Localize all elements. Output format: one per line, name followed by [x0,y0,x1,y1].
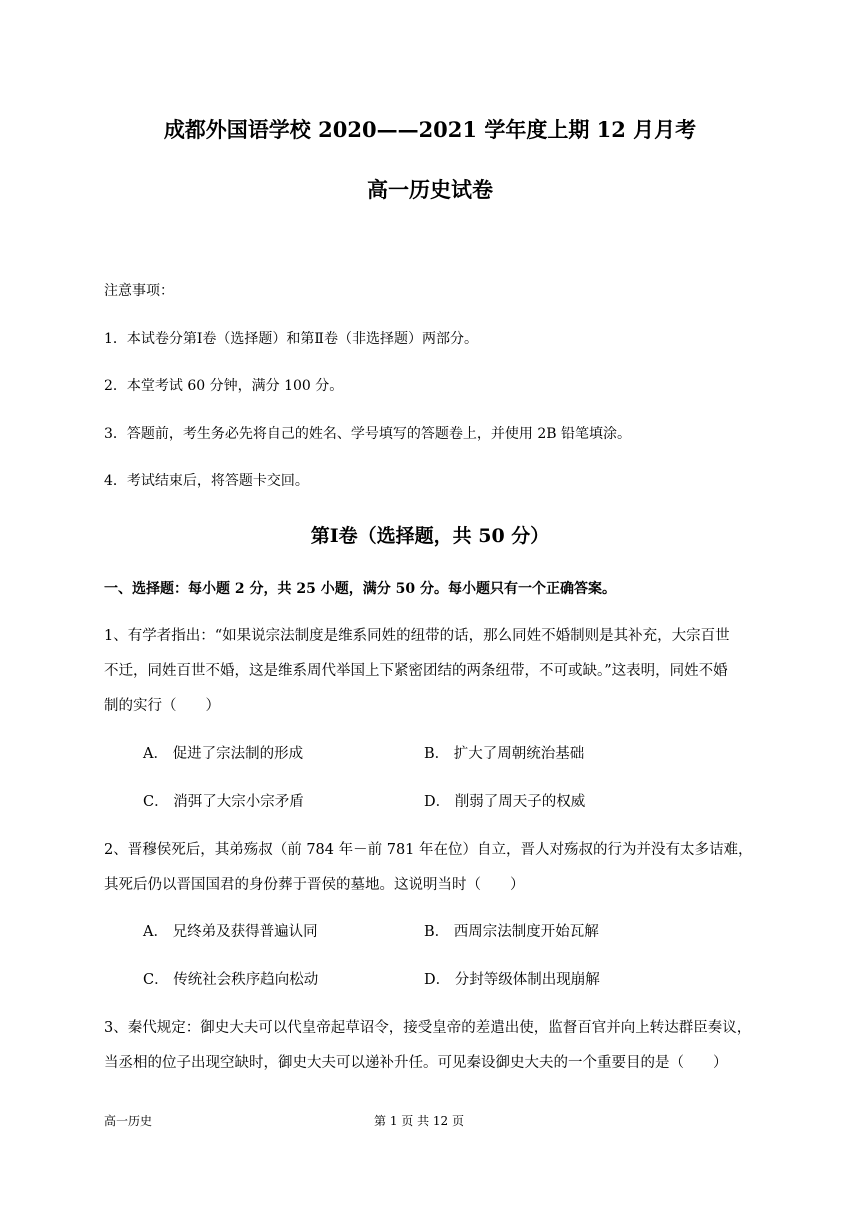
question-text: 1、有学者指出：“如果说宗法制度是维系同姓的纽带的话，那么同姓不婚制则是其补充，大宗百世 [104,628,730,644]
exam-title: 成都外国语学校 2020——2021 学年度上期 12 月月考 [163,117,697,142]
notice-heading: 注意事项： [104,283,174,299]
part1-title: 第Ⅰ卷（选择题，共 50 分） [310,525,550,547]
option-c: C． 消弭了大宗小宗矛盾 [143,794,304,810]
question-text: 不迁，同姓百世不婚，这是维系周代举国上下紧密团结的两条纽带，不可或缺。”这表明，同姓不婚 [104,663,728,679]
question-text: 当丞相的位子出现空缺时，御史大夫可以递补升任。可见秦设御史大夫的一个重要目的是（ ） [104,1055,728,1071]
question-text: 制的实行（ ） [104,698,220,714]
question-text: 其死后仍以晋国国君的身份葬于晋侯的墓地。这说明当时（ ） [104,877,525,893]
notice-item: 3．答题前，考生务必先将自己的姓名、学号填写的答题卷上，并使用 2B 铅笔填涂。 [104,426,632,442]
option-b: B． 扩大了周朝统治基础 [424,746,585,762]
section-heading: 一、选择题：每小题 2 分，共 25 小题，满分 50 分。每小题只有一个正确答案。 [104,581,616,597]
question-text: 3、秦代规定：御史大夫可以代皇帝起草诏令，接受皇帝的差遣出使，监督百官并向上转达群臣奏议， [104,1020,752,1036]
option-a: A． 促进了宗法制的形成 [143,746,304,762]
option-b: B． 西周宗法制度开始瓦解 [424,924,599,940]
footer-subject: 高一历史 [104,1114,153,1128]
exam-subtitle: 高一历史试卷 [367,177,493,202]
option-d: D． 分封等级体制出现崩解 [424,972,600,988]
question-text: 2、晋穆侯死后，其弟殇叔（前 784 年－前 781 年在位）自立，晋人对殇叔的行为并没有太多诘难， [104,842,753,858]
option-c: C． 传统社会秩序趋向松动 [143,972,319,988]
notice-item: 4．考试结束后，将答题卡交回。 [104,473,309,489]
option-d: D． 削弱了周天子的权威 [424,794,586,810]
page-number: 第 1 页 共 12 页 [374,1114,464,1128]
notice-item: 2．本堂考试 60 分钟，满分 100 分。 [104,378,344,394]
option-a: A． 兄终弟及获得普遍认同 [143,924,318,940]
notice-item: 1．本试卷分第Ⅰ卷（选择题）和第Ⅱ卷（非选择题）两部分。 [104,331,478,347]
